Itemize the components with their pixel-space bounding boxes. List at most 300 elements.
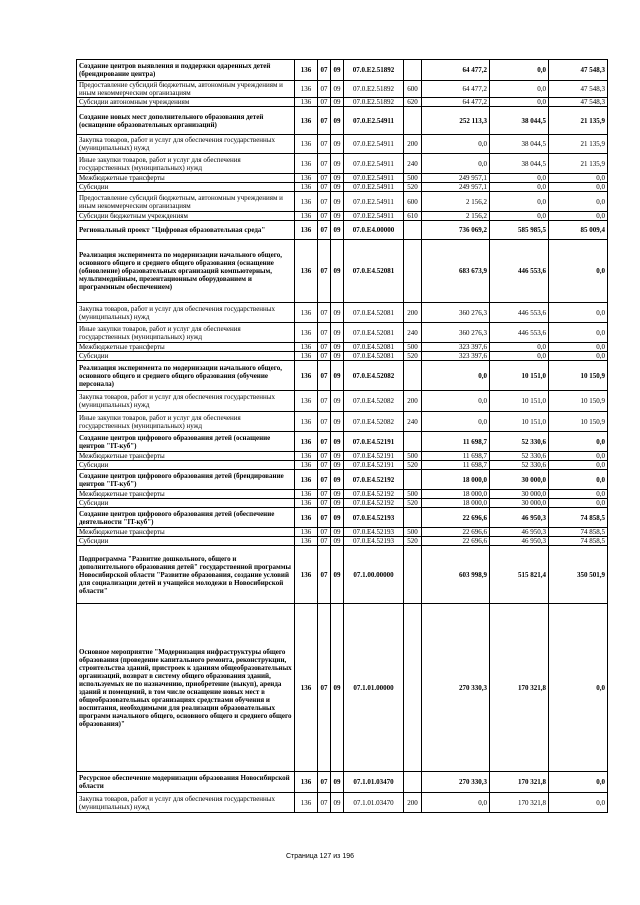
table-row bbox=[77, 60, 608, 81]
row-ved-code: 136 bbox=[295, 343, 318, 352]
row-expense-type bbox=[404, 470, 422, 490]
row-amount-3: 0,0 bbox=[549, 604, 608, 772]
row-expense-type: 240 bbox=[404, 323, 422, 343]
row-target-article: 07.0.E4.52081 bbox=[344, 303, 404, 323]
row-subsection-code: 09 bbox=[331, 323, 344, 343]
table-row bbox=[77, 528, 608, 537]
row-target-article: 07.0.E2.51892 bbox=[344, 98, 404, 107]
row-target-article: 07.0.E4.52191 bbox=[344, 461, 404, 470]
row-expense-type: 600 bbox=[404, 192, 422, 212]
row-amount-2: 38 044,5 bbox=[490, 107, 549, 135]
row-ved-code: 136 bbox=[295, 499, 318, 508]
row-amount-2: 30 000,0 bbox=[490, 499, 549, 508]
row-subsection-code: 09 bbox=[331, 183, 344, 192]
row-ved-code: 136 bbox=[295, 546, 318, 604]
row-subsection-code: 09 bbox=[331, 352, 344, 361]
row-name: Межбюджетные трансферты bbox=[77, 528, 295, 537]
row-amount-3: 10 150,9 bbox=[549, 391, 608, 412]
row-amount-1: 270 330,3 bbox=[422, 772, 490, 793]
row-subsection-code: 09 bbox=[331, 432, 344, 452]
row-name: Ресурсное обеспечение модернизации образования Новосибирской области bbox=[77, 772, 295, 793]
table-row bbox=[77, 452, 608, 461]
row-amount-2: 0,0 bbox=[490, 60, 549, 81]
row-target-article: 07.1.01.03470 bbox=[344, 772, 404, 793]
row-name: Субсидии bbox=[77, 499, 295, 508]
row-target-article: 07.0.E4.52191 bbox=[344, 432, 404, 452]
row-section-code: 07 bbox=[318, 183, 331, 192]
row-amount-1: 22 696,6 bbox=[422, 508, 490, 528]
table-row bbox=[77, 212, 608, 221]
row-subsection-code: 09 bbox=[331, 452, 344, 461]
row-section-code: 07 bbox=[318, 154, 331, 174]
row-amount-2: 170 321,8 bbox=[490, 772, 549, 793]
row-target-article: 07.0.E4.52081 bbox=[344, 323, 404, 343]
row-amount-2: 0,0 bbox=[490, 183, 549, 192]
row-subsection-code: 09 bbox=[331, 154, 344, 174]
row-amount-3: 21 135,9 bbox=[549, 135, 608, 154]
row-name: Субсидии автономным учреждениям bbox=[77, 98, 295, 107]
row-section-code: 07 bbox=[318, 212, 331, 221]
row-amount-2: 38 044,5 bbox=[490, 135, 549, 154]
row-expense-type: 610 bbox=[404, 212, 422, 221]
table-row bbox=[77, 240, 608, 303]
row-amount-1: 18 000,0 bbox=[422, 470, 490, 490]
row-amount-1: 64 477,2 bbox=[422, 81, 490, 98]
row-amount-3: 0,0 bbox=[549, 432, 608, 452]
row-amount-1: 360 276,3 bbox=[422, 323, 490, 343]
row-section-code: 07 bbox=[318, 323, 331, 343]
row-section-code: 07 bbox=[318, 461, 331, 470]
row-target-article: 07.0.E4.52081 bbox=[344, 240, 404, 303]
table-row bbox=[77, 391, 608, 412]
row-target-article: 07.1.01.00000 bbox=[344, 604, 404, 772]
row-amount-3: 0,0 bbox=[549, 323, 608, 343]
row-expense-type bbox=[404, 221, 422, 240]
row-expense-type: 520 bbox=[404, 352, 422, 361]
row-ved-code: 136 bbox=[295, 323, 318, 343]
row-ved-code: 136 bbox=[295, 154, 318, 174]
table-row bbox=[77, 508, 608, 528]
table-row bbox=[77, 174, 608, 183]
row-ved-code: 136 bbox=[295, 183, 318, 192]
row-ved-code: 136 bbox=[295, 490, 318, 499]
row-target-article: 07.0.E2.54911 bbox=[344, 174, 404, 183]
table-row bbox=[77, 135, 608, 154]
row-amount-2: 0,0 bbox=[490, 192, 549, 212]
row-amount-1: 360 276,3 bbox=[422, 303, 490, 323]
table-row bbox=[77, 490, 608, 499]
row-amount-2: 10 151,0 bbox=[490, 361, 549, 391]
row-amount-3: 0,0 bbox=[549, 212, 608, 221]
row-subsection-code: 09 bbox=[331, 546, 344, 604]
row-target-article: 07.0.E4.52082 bbox=[344, 391, 404, 412]
row-expense-type: 500 bbox=[404, 452, 422, 461]
row-name: Предоставление субсидий бюджетным, автономным учреждениям и иным некоммерческим организациям bbox=[77, 192, 295, 212]
row-name: Иные закупки товаров, работ и услуг для обеспечения государственных (муниципальных) нужд bbox=[77, 323, 295, 343]
row-name: Межбюджетные трансферты bbox=[77, 343, 295, 352]
row-ved-code: 136 bbox=[295, 470, 318, 490]
row-amount-1: 11 698,7 bbox=[422, 432, 490, 452]
row-amount-2: 0,0 bbox=[490, 352, 549, 361]
row-subsection-code: 09 bbox=[331, 192, 344, 212]
row-amount-1: 64 477,2 bbox=[422, 98, 490, 107]
row-ved-code: 136 bbox=[295, 361, 318, 391]
row-expense-type: 200 bbox=[404, 135, 422, 154]
row-section-code: 07 bbox=[318, 793, 331, 813]
row-amount-1: 22 696,6 bbox=[422, 537, 490, 546]
row-amount-2: 585 985,5 bbox=[490, 221, 549, 240]
row-amount-1: 323 397,6 bbox=[422, 352, 490, 361]
row-subsection-code: 09 bbox=[331, 212, 344, 221]
row-amount-3: 74 858,5 bbox=[549, 537, 608, 546]
row-name: Создание центров выявления и поддержки одаренных детей (брендирование центра) bbox=[77, 60, 295, 81]
row-name: Субсидии bbox=[77, 537, 295, 546]
row-amount-3: 21 135,9 bbox=[549, 154, 608, 174]
row-ved-code: 136 bbox=[295, 303, 318, 323]
row-amount-1: 683 673,9 bbox=[422, 240, 490, 303]
row-section-code: 07 bbox=[318, 60, 331, 81]
row-expense-type: 240 bbox=[404, 412, 422, 432]
row-target-article: 07.0.E4.52193 bbox=[344, 528, 404, 537]
row-target-article: 07.0.E4.52081 bbox=[344, 343, 404, 352]
row-target-article: 07.0.E4.52082 bbox=[344, 412, 404, 432]
row-section-code: 07 bbox=[318, 432, 331, 452]
row-ved-code: 136 bbox=[295, 192, 318, 212]
row-name: Субсидии bbox=[77, 352, 295, 361]
row-subsection-code: 09 bbox=[331, 81, 344, 98]
table-body bbox=[77, 60, 608, 813]
row-expense-type bbox=[404, 361, 422, 391]
row-section-code: 07 bbox=[318, 528, 331, 537]
row-subsection-code: 09 bbox=[331, 343, 344, 352]
table-row bbox=[77, 461, 608, 470]
row-amount-2: 10 151,0 bbox=[490, 412, 549, 432]
row-name: Закупка товаров, работ и услуг для обеспечения государственных (муниципальных) нужд bbox=[77, 303, 295, 323]
row-amount-1: 736 069,2 bbox=[422, 221, 490, 240]
row-name: Субсидии bbox=[77, 183, 295, 192]
table-row bbox=[77, 81, 608, 98]
row-subsection-code: 09 bbox=[331, 470, 344, 490]
row-amount-1: 0,0 bbox=[422, 361, 490, 391]
row-amount-3: 0,0 bbox=[549, 490, 608, 499]
row-amount-2: 446 553,6 bbox=[490, 323, 549, 343]
row-amount-2: 0,0 bbox=[490, 343, 549, 352]
row-amount-2: 52 330,6 bbox=[490, 461, 549, 470]
row-name: Иные закупки товаров, работ и услуг для обеспечения государственных (муниципальных) нужд bbox=[77, 154, 295, 174]
row-ved-code: 136 bbox=[295, 452, 318, 461]
row-expense-type: 240 bbox=[404, 154, 422, 174]
row-amount-2: 46 950,3 bbox=[490, 537, 549, 546]
row-subsection-code: 09 bbox=[331, 135, 344, 154]
row-name: Межбюджетные трансферты bbox=[77, 174, 295, 183]
row-amount-3: 47 548,3 bbox=[549, 81, 608, 98]
row-ved-code: 136 bbox=[295, 793, 318, 813]
row-amount-1: 2 156,2 bbox=[422, 212, 490, 221]
row-expense-type: 500 bbox=[404, 343, 422, 352]
row-ved-code: 136 bbox=[295, 60, 318, 81]
row-subsection-code: 09 bbox=[331, 461, 344, 470]
row-ved-code: 136 bbox=[295, 240, 318, 303]
row-section-code: 07 bbox=[318, 452, 331, 461]
row-name: Реализация эксперимента по модернизации начального общего, основного общего и среднего общего образования (обучение персонала) bbox=[77, 361, 295, 391]
row-expense-type: 520 bbox=[404, 183, 422, 192]
table-row bbox=[77, 772, 608, 793]
row-expense-type bbox=[404, 604, 422, 772]
row-ved-code: 136 bbox=[295, 174, 318, 183]
table-row bbox=[77, 537, 608, 546]
row-name: Межбюджетные трансферты bbox=[77, 452, 295, 461]
row-ved-code: 136 bbox=[295, 461, 318, 470]
row-name: Закупка товаров, работ и услуг для обеспечения государственных (муниципальных) нужд bbox=[77, 391, 295, 412]
row-ved-code: 136 bbox=[295, 81, 318, 98]
row-target-article: 07.0.E2.54911 bbox=[344, 135, 404, 154]
row-amount-2: 446 553,6 bbox=[490, 303, 549, 323]
row-name: Основное мероприятие "Модернизация инфраструктуры общего образования (проведение капитального ремонта, реконструкции, строительства зданий, пристроек к зданиям общеобразовательных организаций, возврат в систему общего образования зданий, используемых не по назначению, приобретение (выкуп), аренда зданий и помещений, в том числе оснащение новых мест в общеобразовательных организациях средствами обучения и воспитания, необходимыми для реализации образовательных программ начального общего, основного общего и среднего общего образования)" bbox=[77, 604, 295, 772]
row-section-code: 07 bbox=[318, 303, 331, 323]
table-row bbox=[77, 221, 608, 240]
table-row bbox=[77, 352, 608, 361]
row-name: Реализация эксперимента по модернизации начального общего, основного общего и среднего общего образования (оснащение (обновление) образовательных организаций компьютерным, мультимедийным, презентационным оборудованием и программным обеспечением) bbox=[77, 240, 295, 303]
row-amount-3: 0,0 bbox=[549, 499, 608, 508]
table-row bbox=[77, 412, 608, 432]
row-amount-1: 18 000,0 bbox=[422, 490, 490, 499]
row-name: Закупка товаров, работ и услуг для обеспечения государственных (муниципальных) нужд bbox=[77, 793, 295, 813]
row-amount-2: 52 330,6 bbox=[490, 452, 549, 461]
row-subsection-code: 09 bbox=[331, 107, 344, 135]
row-section-code: 07 bbox=[318, 772, 331, 793]
row-amount-1: 0,0 bbox=[422, 391, 490, 412]
row-amount-1: 22 696,6 bbox=[422, 528, 490, 537]
row-name: Подпрограмма "Развитие дошкольного, общего и дополнительного образования детей" государственной программы Новосибирской области "Развитие образования, создание условий для социализации детей и учащейся молодежи в Новосибирской области" bbox=[77, 546, 295, 604]
row-section-code: 07 bbox=[318, 604, 331, 772]
row-ved-code: 136 bbox=[295, 352, 318, 361]
row-amount-1: 0,0 bbox=[422, 793, 490, 813]
row-amount-2: 30 000,0 bbox=[490, 490, 549, 499]
row-section-code: 07 bbox=[318, 508, 331, 528]
row-amount-3: 0,0 bbox=[549, 174, 608, 183]
row-name: Субсидии bbox=[77, 461, 295, 470]
row-amount-2: 0,0 bbox=[490, 81, 549, 98]
row-target-article: 07.0.E4.00000 bbox=[344, 221, 404, 240]
row-name: Предоставление субсидий бюджетным, автономным учреждениям и иным некоммерческим организациям bbox=[77, 81, 295, 98]
row-section-code: 07 bbox=[318, 343, 331, 352]
table-row bbox=[77, 793, 608, 813]
table-row bbox=[77, 154, 608, 174]
row-ved-code: 136 bbox=[295, 432, 318, 452]
row-section-code: 07 bbox=[318, 470, 331, 490]
row-expense-type: 200 bbox=[404, 391, 422, 412]
row-ved-code: 136 bbox=[295, 528, 318, 537]
table-row bbox=[77, 361, 608, 391]
row-amount-1: 270 330,3 bbox=[422, 604, 490, 772]
row-subsection-code: 09 bbox=[331, 793, 344, 813]
row-amount-3: 0,0 bbox=[549, 772, 608, 793]
row-name: Субсидии бюджетным учреждениям bbox=[77, 212, 295, 221]
row-target-article: 07.1.00.00000 bbox=[344, 546, 404, 604]
table-row bbox=[77, 192, 608, 212]
row-expense-type: 520 bbox=[404, 537, 422, 546]
row-amount-1: 11 698,7 bbox=[422, 461, 490, 470]
table-row bbox=[77, 107, 608, 135]
row-amount-2: 446 553,6 bbox=[490, 240, 549, 303]
row-section-code: 07 bbox=[318, 135, 331, 154]
row-amount-3: 0,0 bbox=[549, 352, 608, 361]
row-amount-1: 252 113,3 bbox=[422, 107, 490, 135]
row-subsection-code: 09 bbox=[331, 537, 344, 546]
row-amount-3: 74 858,5 bbox=[549, 508, 608, 528]
row-name: Межбюджетные трансферты bbox=[77, 490, 295, 499]
row-target-article: 07.1.01.03470 bbox=[344, 793, 404, 813]
row-section-code: 07 bbox=[318, 537, 331, 546]
row-expense-type: 500 bbox=[404, 528, 422, 537]
row-amount-2: 0,0 bbox=[490, 174, 549, 183]
row-subsection-code: 09 bbox=[331, 60, 344, 81]
table-row bbox=[77, 303, 608, 323]
page-footer: Страница 127 из 196 bbox=[285, 853, 355, 860]
row-target-article: 07.0.E2.54911 bbox=[344, 183, 404, 192]
row-ved-code: 136 bbox=[295, 772, 318, 793]
row-subsection-code: 09 bbox=[331, 221, 344, 240]
row-amount-2: 170 321,8 bbox=[490, 604, 549, 772]
row-amount-3: 0,0 bbox=[549, 240, 608, 303]
row-amount-2: 46 950,3 bbox=[490, 528, 549, 537]
row-target-article: 07.0.E2.51892 bbox=[344, 81, 404, 98]
table-row bbox=[77, 343, 608, 352]
row-target-article: 07.0.E4.52192 bbox=[344, 490, 404, 499]
row-subsection-code: 09 bbox=[331, 604, 344, 772]
row-name: Создание новых мест дополнительного образования детей (оснащение образовательных организаций) bbox=[77, 107, 295, 135]
row-ved-code: 136 bbox=[295, 107, 318, 135]
row-amount-3: 0,0 bbox=[549, 461, 608, 470]
row-amount-3: 21 135,9 bbox=[549, 107, 608, 135]
row-amount-1: 323 397,6 bbox=[422, 343, 490, 352]
row-ved-code: 136 bbox=[295, 508, 318, 528]
row-amount-3: 0,0 bbox=[549, 452, 608, 461]
row-expense-type: 600 bbox=[404, 81, 422, 98]
row-expense-type: 200 bbox=[404, 793, 422, 813]
row-expense-type: 500 bbox=[404, 490, 422, 499]
row-target-article: 07.0.E4.52081 bbox=[344, 352, 404, 361]
row-expense-type bbox=[404, 546, 422, 604]
row-subsection-code: 09 bbox=[331, 174, 344, 183]
row-amount-1: 11 698,7 bbox=[422, 452, 490, 461]
row-ved-code: 136 bbox=[295, 412, 318, 432]
row-target-article: 07.0.E4.52191 bbox=[344, 452, 404, 461]
row-ved-code: 136 bbox=[295, 604, 318, 772]
row-amount-2: 52 330,6 bbox=[490, 432, 549, 452]
row-amount-3: 47 548,3 bbox=[549, 60, 608, 81]
table-row bbox=[77, 323, 608, 343]
table-row bbox=[77, 432, 608, 452]
row-amount-2: 0,0 bbox=[490, 98, 549, 107]
row-amount-3: 0,0 bbox=[549, 192, 608, 212]
row-amount-2: 170 321,8 bbox=[490, 793, 549, 813]
row-section-code: 07 bbox=[318, 412, 331, 432]
row-ved-code: 136 bbox=[295, 98, 318, 107]
row-expense-type bbox=[404, 240, 422, 303]
row-amount-1: 249 957,1 bbox=[422, 183, 490, 192]
row-target-article: 07.0.E4.52192 bbox=[344, 499, 404, 508]
row-target-article: 07.0.E2.51892 bbox=[344, 60, 404, 81]
row-expense-type: 520 bbox=[404, 461, 422, 470]
row-expense-type bbox=[404, 107, 422, 135]
row-section-code: 07 bbox=[318, 107, 331, 135]
row-expense-type bbox=[404, 432, 422, 452]
row-subsection-code: 09 bbox=[331, 303, 344, 323]
row-subsection-code: 09 bbox=[331, 412, 344, 432]
row-section-code: 07 bbox=[318, 546, 331, 604]
row-target-article: 07.0.E4.52193 bbox=[344, 508, 404, 528]
table-row bbox=[77, 183, 608, 192]
budget-table bbox=[76, 59, 608, 813]
row-name: Региональный проект "Цифровая образовательная среда" bbox=[77, 221, 295, 240]
row-amount-2: 0,0 bbox=[490, 212, 549, 221]
row-section-code: 07 bbox=[318, 352, 331, 361]
row-amount-1: 0,0 bbox=[422, 154, 490, 174]
table-row bbox=[77, 470, 608, 490]
row-target-article: 07.0.E4.52082 bbox=[344, 361, 404, 391]
row-amount-1: 18 000,0 bbox=[422, 499, 490, 508]
row-expense-type bbox=[404, 508, 422, 528]
table-row bbox=[77, 98, 608, 107]
row-subsection-code: 09 bbox=[331, 528, 344, 537]
row-section-code: 07 bbox=[318, 174, 331, 183]
row-amount-1: 64 477,2 bbox=[422, 60, 490, 81]
row-amount-1: 603 998,9 bbox=[422, 546, 490, 604]
row-amount-2: 10 151,0 bbox=[490, 391, 549, 412]
row-amount-3: 47 548,3 bbox=[549, 98, 608, 107]
row-ved-code: 136 bbox=[295, 537, 318, 546]
table-row bbox=[77, 546, 608, 604]
row-amount-3: 0,0 bbox=[549, 343, 608, 352]
row-amount-2: 38 044,5 bbox=[490, 154, 549, 174]
row-subsection-code: 09 bbox=[331, 240, 344, 303]
row-expense-type bbox=[404, 772, 422, 793]
row-section-code: 07 bbox=[318, 391, 331, 412]
row-target-article: 07.0.E2.54911 bbox=[344, 154, 404, 174]
row-amount-2: 46 950,3 bbox=[490, 508, 549, 528]
row-amount-3: 10 150,9 bbox=[549, 361, 608, 391]
row-subsection-code: 09 bbox=[331, 772, 344, 793]
row-amount-1: 0,0 bbox=[422, 135, 490, 154]
row-section-code: 07 bbox=[318, 499, 331, 508]
row-subsection-code: 09 bbox=[331, 98, 344, 107]
row-section-code: 07 bbox=[318, 361, 331, 391]
row-target-article: 07.0.E4.52192 bbox=[344, 470, 404, 490]
row-section-code: 07 bbox=[318, 490, 331, 499]
row-amount-3: 0,0 bbox=[549, 793, 608, 813]
row-ved-code: 136 bbox=[295, 212, 318, 221]
row-ved-code: 136 bbox=[295, 135, 318, 154]
row-target-article: 07.0.E2.54911 bbox=[344, 107, 404, 135]
row-amount-3: 350 501,9 bbox=[549, 546, 608, 604]
row-target-article: 07.0.E2.54911 bbox=[344, 192, 404, 212]
row-amount-3: 0,0 bbox=[549, 303, 608, 323]
row-ved-code: 136 bbox=[295, 221, 318, 240]
row-section-code: 07 bbox=[318, 240, 331, 303]
row-amount-1: 0,0 bbox=[422, 412, 490, 432]
row-name: Создание центров цифрового образования детей (брендирование центров "IT-куб") bbox=[77, 470, 295, 490]
row-amount-3: 85 009,4 bbox=[549, 221, 608, 240]
row-expense-type: 620 bbox=[404, 98, 422, 107]
row-target-article: 07.0.E2.54911 bbox=[344, 212, 404, 221]
row-target-article: 07.0.E4.52193 bbox=[344, 537, 404, 546]
row-expense-type: 500 bbox=[404, 174, 422, 183]
row-name: Иные закупки товаров, работ и услуг для обеспечения государственных (муниципальных) нужд bbox=[77, 412, 295, 432]
row-amount-1: 249 957,1 bbox=[422, 174, 490, 183]
row-amount-2: 515 821,4 bbox=[490, 546, 549, 604]
table-row bbox=[77, 604, 608, 772]
